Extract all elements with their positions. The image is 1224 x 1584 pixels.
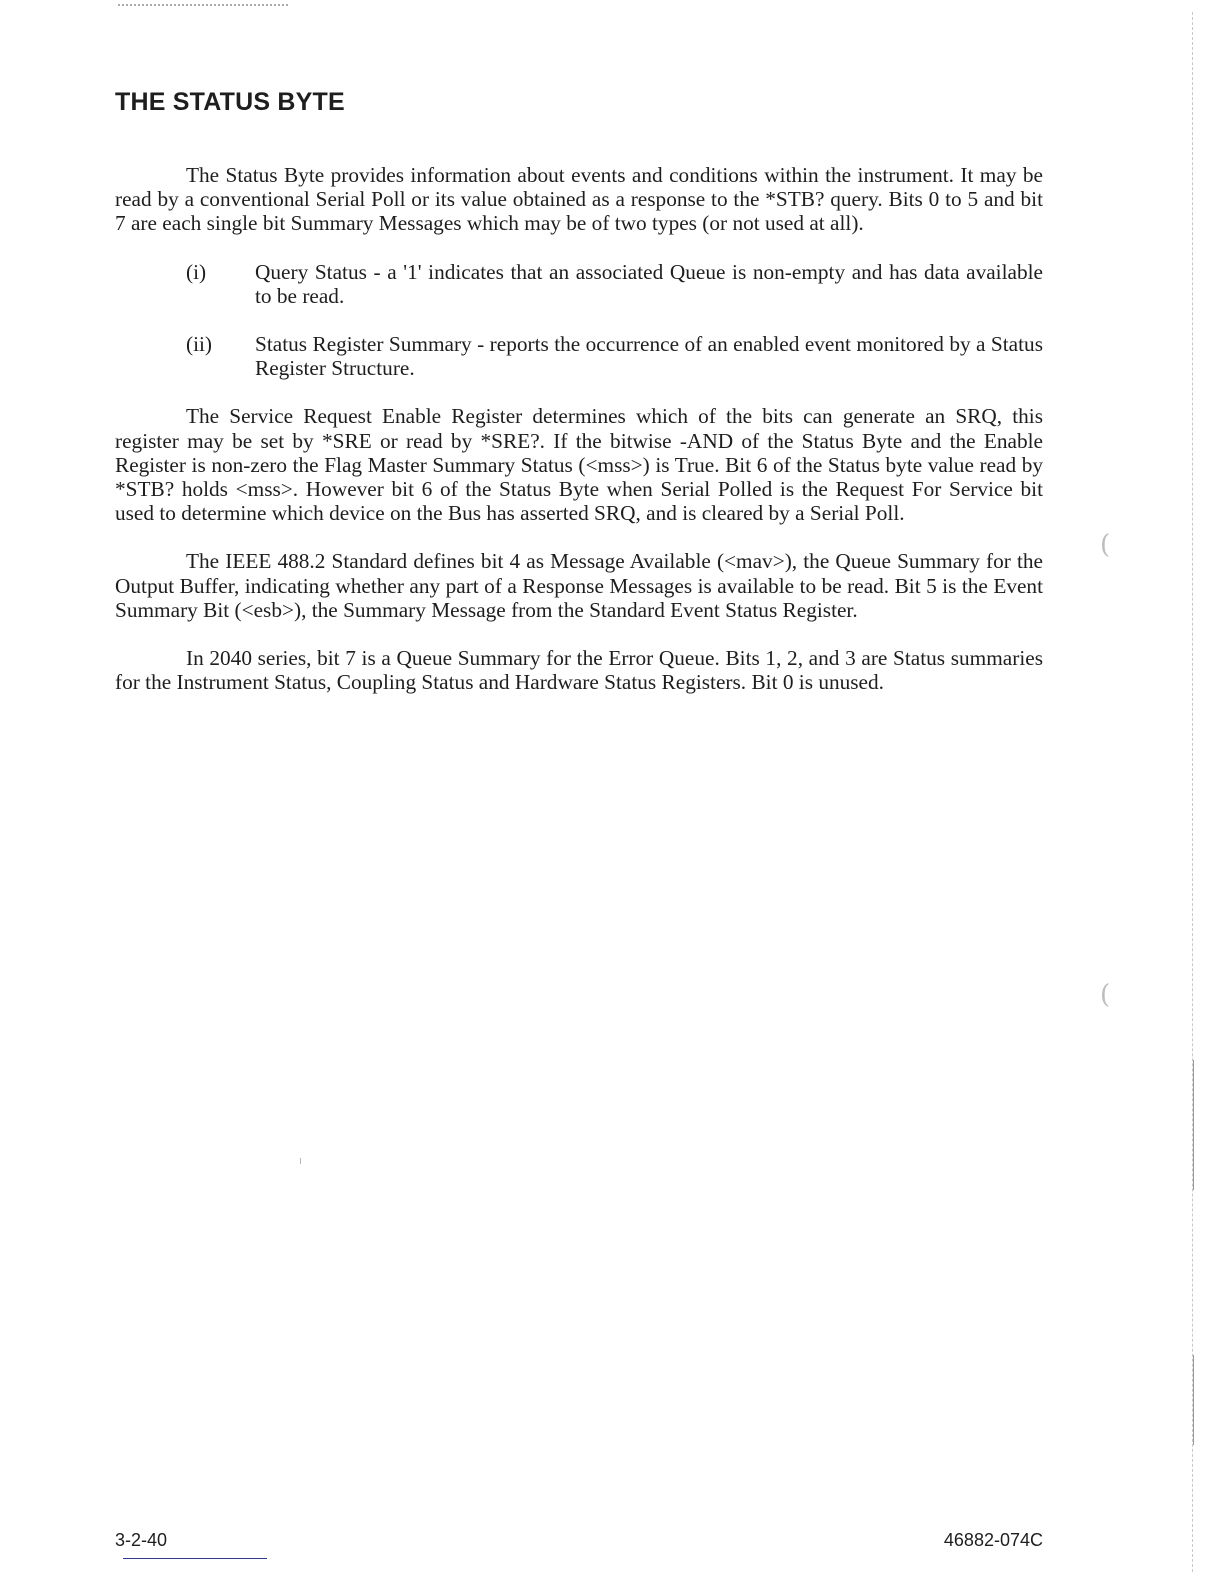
footer-rule (123, 1558, 267, 1559)
scan-margin-mark: ( (1100, 530, 1111, 560)
list-item-text: Query Status - a '1' indicates that an associated Queue is non-empty and has data available to be read. (255, 259, 1043, 308)
list-marker: (i) (186, 259, 207, 284)
list-item-text: Status Register Summary - reports the occurrence of an enabled event monitored by a Status Register Structure. (255, 332, 1043, 381)
list-marker: (ii) (186, 332, 213, 357)
ieee-standard-paragraph: The IEEE 488.2 Standard defines bit 4 as Message Available (<mav>), the Queue Summary for the Output Buffer, indicating whether any part of a Response Messages is available to be read. Bit 5 is the Event Summary Bit (<esb>), the Summary Message from the Standard Event Status Register. (115, 549, 1043, 622)
scan-header-artifact (118, 4, 288, 12)
scan-edge-line (1193, 1060, 1194, 1190)
document-code: 46882-074C (943, 1530, 1043, 1550)
scan-edge-line (1193, 1355, 1194, 1445)
list-item (115, 260, 1043, 308)
intro-paragraph: The Status Byte provides information about events and conditions within the instrument. It may be read by a conventional Serial Poll or its value obtained as a response to the *STB? query. Bits 0 to 5 and bit 7 are each single bit Summary Messages which may be of two types (or not used at all). (115, 163, 1043, 236)
document-body (115, 163, 1043, 718)
list-item (115, 332, 1043, 380)
scan-margin-mark: ( (1100, 980, 1111, 1010)
page-number: 3-2-40 (115, 1530, 168, 1550)
scan-speck (300, 1158, 301, 1164)
scan-right-edge (1192, 12, 1194, 1572)
series-2040-paragraph: In 2040 series, bit 7 is a Queue Summary for the Error Queue. Bits 1, 2, and 3 are Status summaries for the Instrument Status, Coupling Status and Hardware Status Registers. Bit 0 is unused. (115, 646, 1043, 695)
page-title: THE STATUS BYTE (115, 88, 345, 116)
service-request-paragraph: The Service Request Enable Register determines which of the bits can generate an SRQ, this register may be set by *SRE or read by *SRE?. If the bitwise -AND of the Status Byte and the Enable Register is non-zero the Flag Master Summary Status (<mss>) is True. Bit 6 of the Status byte value read by *STB? holds <mss>. However bit 6 of the Status Byte when Serial Polled is the Request For Service bit used to determine which device on the Bus has asserted SRQ, and is cleared by a Serial Poll. (115, 404, 1043, 526)
